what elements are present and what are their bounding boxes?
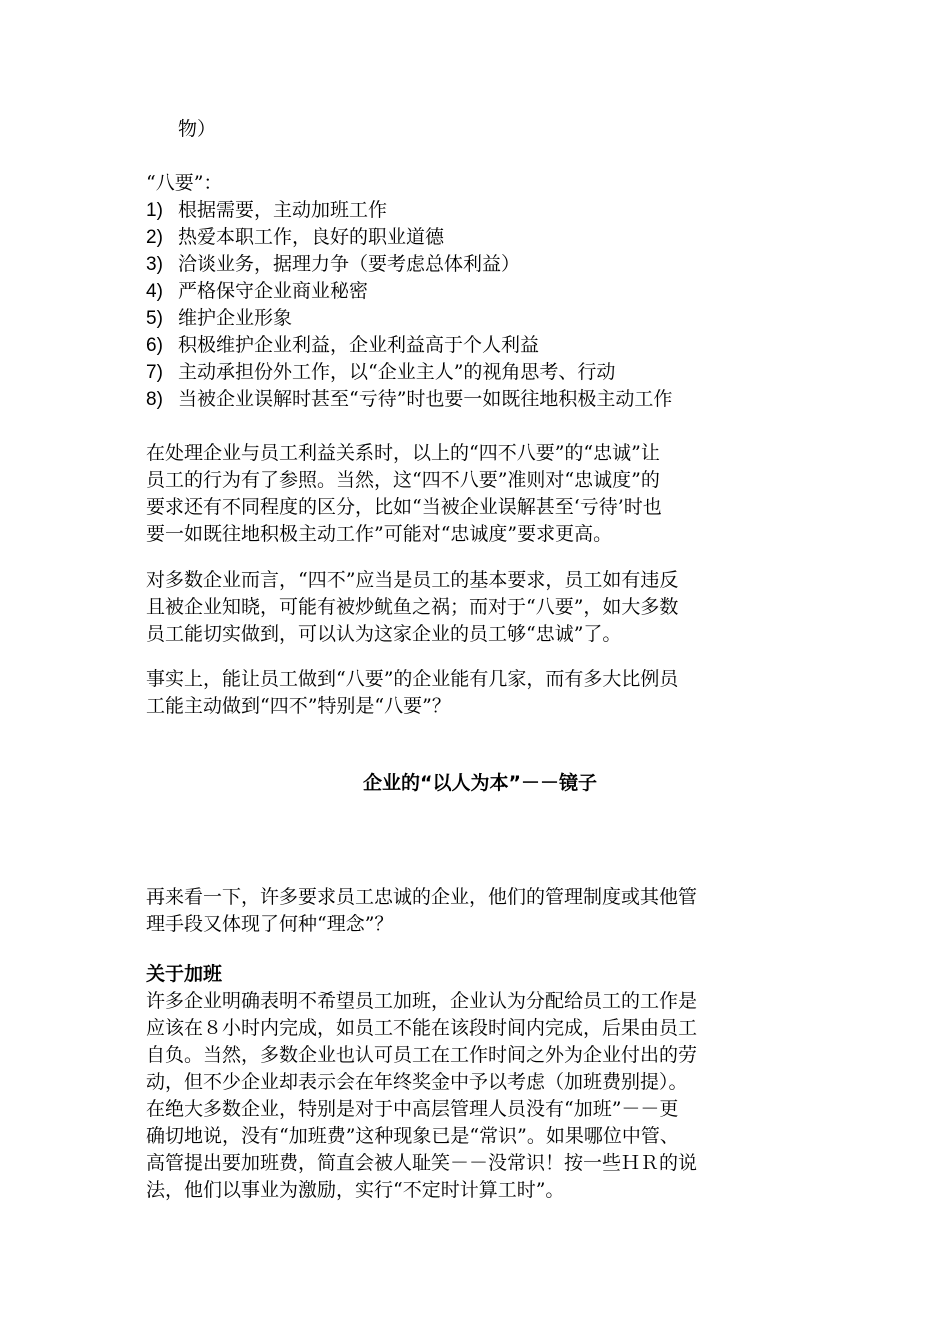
paragraph-basic-requirement: 对多数企业而言，“四不”应当是员工的基本要求，员工如有违反 且被企业知晓，可能有被炒鱿鱼之祸；而对于“八要”，如大多数 员工能切实做到，可以认为这家企业的员工够“忠诚”了。: [146, 569, 679, 645]
list-item: 4) 严格保守企业商业秘密: [146, 280, 369, 302]
paragraph-overtime: 许多企业明确表明不希望员工加班，企业认为分配给员工的工作是 应该在８小时内完成，如员工不能在该段时间内完成，后果由员工 自负。当然，多数企业也认可员工在工作时间之外为企业付出的劳 动，但不少企业却表示会在年终奖金中予以考虑（加班费别提）。 在绝大多数企业，特别是对于中高层管理人员没有“加班”－－更 确切地说，没有“加班费”这种现象已是“常识”。如果哪位中管、 高管提出要加班费，简直会被人耻笑－－没常识！按一些ＨＲ的说 法，他们以事业为激励，实行“不定时计算工时”。: [146, 990, 698, 1201]
ba-yao-label: “八要”：: [146, 172, 223, 194]
continuation-text: 物）: [178, 118, 217, 140]
list-item: 5) 维护企业形象: [146, 307, 293, 329]
list-item: 3) 洽谈业务，据理力争（要考虑总体利益）: [146, 253, 521, 275]
list-item: 8) 当被企业误解时甚至“亏待”时也要一如既往地积极主动工作: [146, 388, 673, 410]
list-item: 1) 根据需要，主动加班工作: [146, 199, 388, 221]
top-fragment: [146, 116, 814, 143]
list-item: 2) 热爱本职工作，良好的职业道德: [146, 226, 445, 248]
ba-yao-list: [146, 197, 814, 413]
subheading-overtime: 关于加班: [146, 963, 223, 985]
list-item: 6) 积极维护企业利益，企业利益高于个人利益: [146, 334, 540, 356]
paragraph-question: 事实上，能让员工做到“八要”的企业能有几家，而有多大比例员 工能主动做到“四不”特别是“八要”？: [146, 668, 679, 717]
paragraph-loyalty-reference: 在处理企业与员工利益关系时，以上的“四不八要”的“忠诚”让 员工的行为有了参照。当然，这“四不八要”准则对“忠诚度”的 要求还有不同程度的区分，比如“当被企业误解甚至‘亏待’时也 要一如既往地积极主动工作”可能对“忠诚度”要求更高。: [146, 442, 662, 545]
ba-yao-section: [146, 170, 814, 413]
section-title: 企业的“以人为本”－－镜子: [363, 772, 597, 794]
paragraph-management-concept: 再来看一下，许多要求员工忠诚的企业，他们的管理制度或其他管 理手段又体现了何种“理念”？: [146, 886, 698, 935]
list-item: 7) 主动承担份外工作，以“企业主人”的视角思考、行动: [146, 361, 616, 383]
